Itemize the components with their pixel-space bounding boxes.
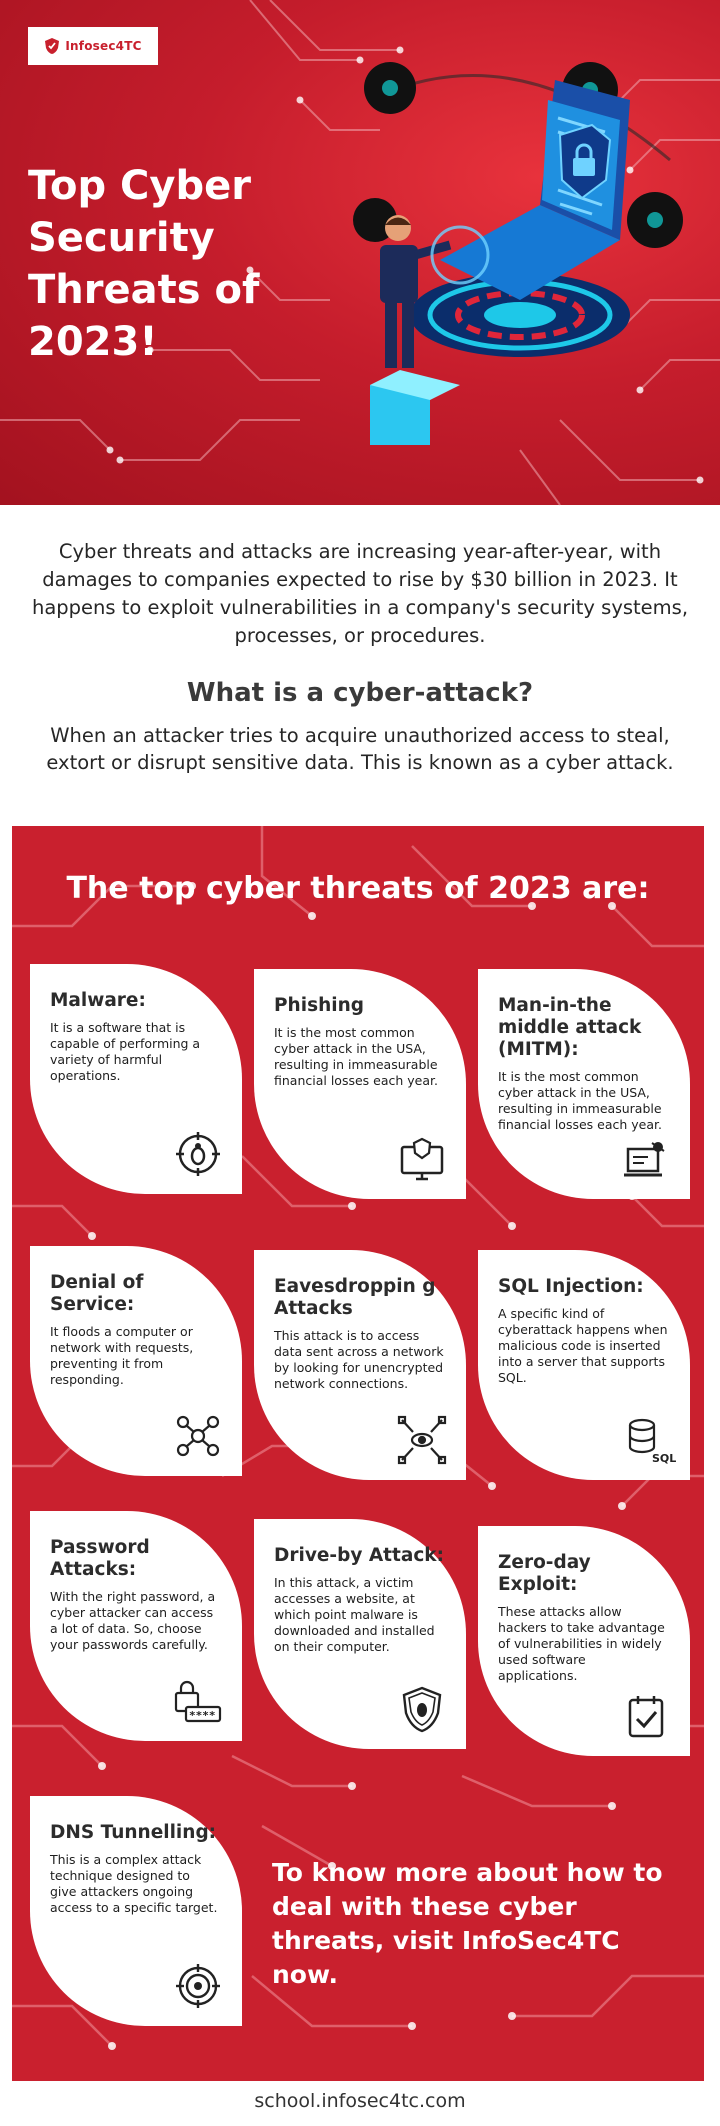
infosec4tc-logo[interactable] — [28, 27, 158, 65]
cyber-security-illustration — [330, 40, 700, 480]
threat-title: DNS Tunnelling: — [50, 1822, 217, 1843]
hero-title: Top Cyber Security Threats of 2023! — [28, 163, 260, 365]
threat-description: It is the most common cyber attack in the USA, resulting in immeasurable financial losses each year. — [274, 1025, 438, 1088]
radar-target-icon — [174, 1962, 222, 2010]
checklist-icon — [622, 1692, 670, 1740]
threat-description: These attacks allow hackers to take advantage of vulnerabilities in widely used software applications. — [498, 1604, 665, 1683]
threat-title: Denial of Service: — [50, 1272, 144, 1315]
threat-title: Eavesdroppin g Attacks — [274, 1276, 436, 1319]
threat-description: In this attack, a victim accesses a website, at which point malware is downloaded and installed on their computer. — [274, 1575, 435, 1654]
threat-description: This is a complex attack technique designed to give attackers ongoing access to a specific target. — [50, 1852, 218, 1915]
threat-title: SQL Injection: — [498, 1276, 644, 1297]
network-eye-icon — [398, 1416, 446, 1464]
svg-text:SQL: SQL — [652, 1452, 677, 1465]
threats-panel-title: The top cyber threats of 2023 are: — [66, 871, 650, 906]
phishing-monitor-icon — [398, 1135, 446, 1183]
password-lock-icon — [174, 1677, 222, 1725]
intro-paragraph: Cyber threats and attacks are increasing year-after-year, with damages to companies expected to rise by $30 billion in 2023. It happens to exploit vulnerabilities in a company's security systems, processes, or procedures. — [31, 540, 689, 647]
threat-description: It is a software that is capable of performing a variety of harmful operations. — [50, 1020, 201, 1083]
threat-title: Drive-by Attack: — [274, 1545, 445, 1566]
shield-bug-icon — [398, 1685, 446, 1733]
laptop-bug-icon — [622, 1135, 670, 1183]
threat-title: Password Attacks: — [50, 1537, 150, 1580]
definition-heading: What is a cyber-attack? — [186, 678, 534, 708]
definition-text: When an attacker tries to acquire unauthorized access to steal, extort or disrupt sensitive data. This is known as a cyber attack. — [46, 724, 674, 774]
threat-title: Malware: — [50, 990, 146, 1011]
threat-description: With the right password, a cyber attacker can access a lot of data. So, choose your passwords carefully. — [50, 1589, 216, 1652]
svg-text:****: **** — [189, 1709, 216, 1722]
threat-title: Man-in-the middle attack (MITM): — [498, 995, 642, 1060]
threat-title: Zero-day Exploit: — [498, 1552, 591, 1595]
threat-description: This attack is to access data sent across a network by looking for unencrypted network connections. — [274, 1328, 444, 1391]
footer-url[interactable]: school.infosec4tc.com — [254, 2090, 466, 2112]
threat-description: It floods a computer or network with requests, preventing it from responding. — [50, 1324, 194, 1387]
bug-target-icon — [174, 1130, 222, 1178]
threat-description: It is the most common cyber attack in the USA, resulting in immeasurable financial losses each year. — [498, 1069, 662, 1132]
cta-brand-link[interactable]: InfoSec4TC — [461, 1926, 620, 1955]
sql-database-icon — [622, 1416, 677, 1465]
network-users-icon — [174, 1412, 222, 1460]
hero-banner — [0, 0, 720, 505]
shield-logo-icon — [44, 37, 60, 55]
threats-panel — [12, 826, 704, 2081]
logo-text: Infosec4TC — [65, 39, 142, 53]
threat-title: Phishing — [274, 995, 365, 1016]
threat-description: A specific kind of cyberattack happens when malicious code is inserted into a server that supports SQL. — [498, 1306, 668, 1385]
call-to-action: To know more about how to deal with these cyber threats, visit InfoSec4TC now. — [272, 1858, 663, 1989]
